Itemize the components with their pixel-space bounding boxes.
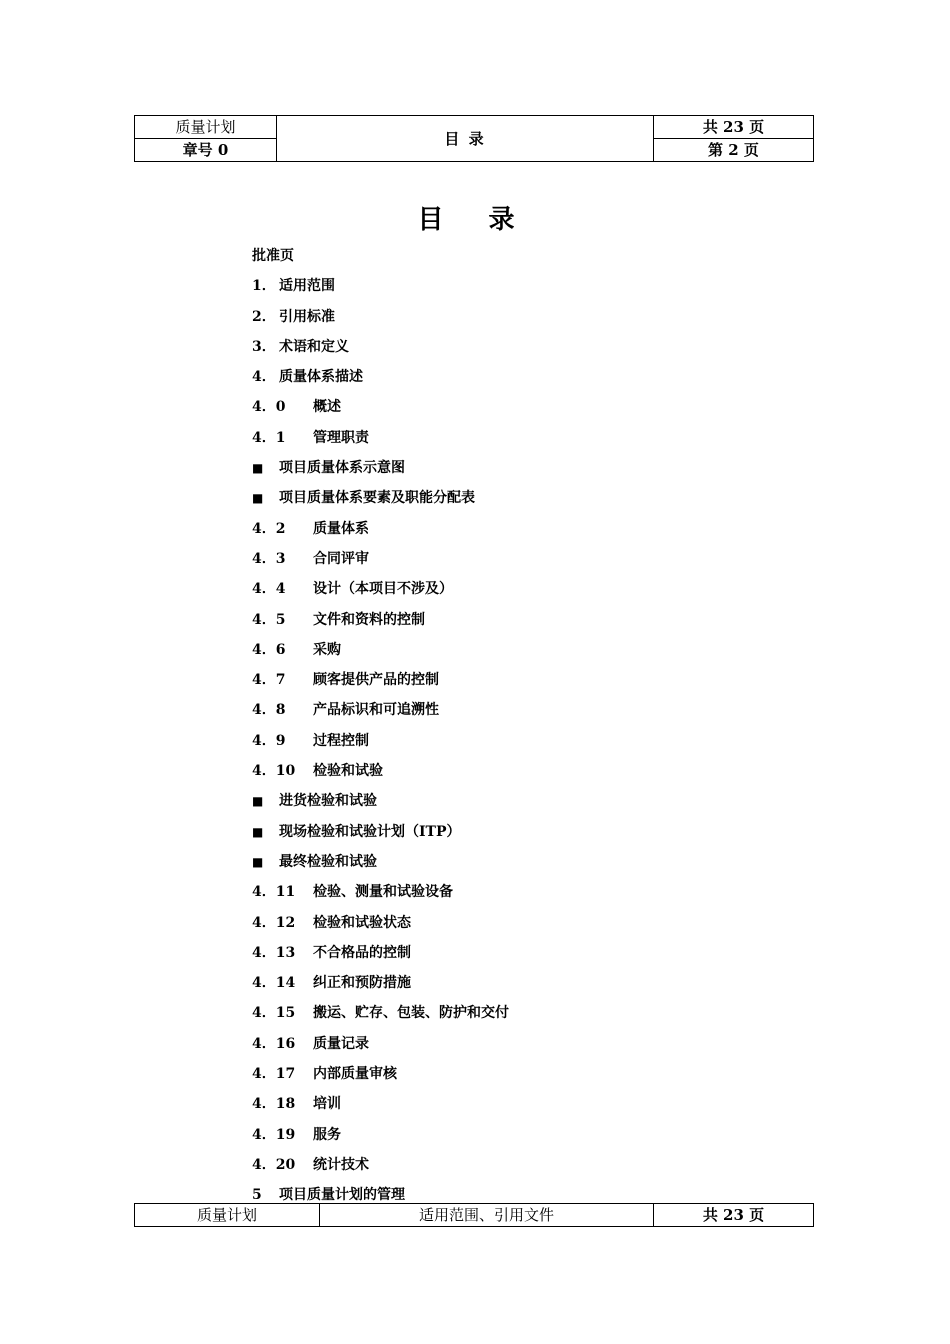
toc-item-text: 质量记录: [313, 1035, 369, 1052]
toc-item-number: 4．16: [252, 1035, 296, 1052]
toc-item: [252, 940, 509, 970]
table-of-contents: [252, 243, 509, 1213]
toc-item-number: 4．13: [252, 944, 296, 961]
toc-item-number: 4．17: [252, 1066, 296, 1083]
toc-item: [252, 273, 509, 303]
toc-item: [252, 1000, 509, 1030]
toc-item-text: 项目质量体系要素及职能分配表: [279, 490, 475, 507]
toc-item-text: 质量体系: [313, 520, 369, 537]
toc-item-text: 过程控制: [313, 732, 369, 749]
toc-item: [252, 1031, 509, 1061]
toc-item-number: 4．12: [252, 914, 296, 931]
toc-item: [252, 576, 509, 606]
footer-doc-name: 质量计划: [135, 1204, 320, 1227]
bullet-square-icon: ■: [252, 794, 264, 809]
toc-item-text: 统计技术: [313, 1156, 369, 1173]
toc-item-number: 4．18: [252, 1096, 296, 1113]
toc-item: [252, 516, 509, 546]
toc-item-text: 检验和试验: [313, 763, 383, 780]
toc-item: [252, 910, 509, 940]
toc-item-text: 现场检验和试验计划（ITP）: [279, 823, 461, 840]
toc-item-number: 4．7: [252, 672, 286, 689]
toc-item-number: 4．4: [252, 581, 286, 598]
toc-item-text: 最终检验和试验: [279, 853, 377, 870]
footer-section-title: 适用范围、引用文件: [320, 1204, 654, 1227]
header-chapter: 章号 0: [135, 139, 277, 162]
page-title: 目 录: [417, 205, 533, 235]
toc-item: [252, 334, 509, 364]
toc-item: [252, 304, 509, 334]
toc-item: [252, 849, 509, 879]
toc-item-number: 4．5: [252, 611, 286, 628]
toc-item-text: 合同评审: [313, 550, 369, 567]
toc-item: [252, 879, 509, 909]
toc-item: [252, 758, 509, 788]
toc-item-number: 4．1: [252, 429, 286, 446]
toc-item: [252, 455, 509, 485]
toc-item-text: 培训: [313, 1096, 341, 1113]
toc-item: [252, 637, 509, 667]
header-page-number: 第 2 页: [654, 139, 814, 162]
bullet-square-icon: ■: [252, 461, 264, 476]
header-table: [134, 115, 814, 162]
toc-item-text: 引用标准: [279, 308, 335, 325]
toc-item-text: 项目质量计划的管理: [279, 1187, 405, 1204]
toc-item: [252, 1091, 509, 1121]
toc-item: [252, 697, 509, 727]
toc-item-number: 4．8: [252, 702, 286, 719]
toc-item: [252, 970, 509, 1000]
toc-item: [252, 607, 509, 637]
toc-item: [252, 788, 509, 818]
header-total-pages: 共 23 页: [654, 116, 814, 139]
toc-approval-page: 批准页: [252, 248, 294, 264]
toc-item-text: 术语和定义: [279, 338, 349, 355]
toc-item: [252, 728, 509, 758]
toc-item-number: 4．6: [252, 641, 286, 658]
toc-item-text: 文件和资料的控制: [313, 611, 425, 628]
toc-item-text: 产品标识和可追溯性: [313, 702, 439, 719]
toc-item-number: 4．14: [252, 975, 296, 992]
toc-item-number: 2．: [252, 308, 276, 325]
toc-item-text: 质量体系描述: [279, 369, 363, 386]
toc-item-text: 概述: [313, 399, 341, 416]
toc-item-text: 服务: [313, 1126, 341, 1143]
toc-item-text: 搬运、贮存、包装、防护和交付: [313, 1005, 509, 1022]
toc-item-text: 检验、测量和试验设备: [313, 884, 453, 901]
toc-item-number: 4．20: [252, 1156, 296, 1173]
toc-item-number: 4．10: [252, 763, 296, 780]
toc-item-text: 管理职责: [313, 429, 369, 446]
toc-item: [252, 1152, 509, 1182]
toc-item-text: 采购: [313, 641, 341, 658]
toc-item-text: 内部质量审核: [313, 1066, 397, 1083]
bullet-square-icon: ■: [252, 824, 264, 839]
toc-item: [252, 485, 509, 515]
toc-item-number: 4．11: [252, 884, 296, 901]
toc-item: [252, 819, 509, 849]
toc-item: [252, 1122, 509, 1152]
toc-item: [252, 364, 509, 394]
toc-item: [252, 394, 509, 424]
toc-item-text: 不合格品的控制: [313, 944, 411, 961]
toc-item-text: 进货检验和试验: [279, 793, 377, 810]
toc-item-text: 适用范围: [279, 278, 335, 295]
toc-item-number: 4．: [252, 369, 276, 386]
toc-item: [252, 425, 509, 455]
toc-item-number: 4．0: [252, 399, 286, 416]
toc-item-number: 4．2: [252, 520, 286, 537]
toc-item-text: 设计（本项目不涉及）: [313, 581, 453, 598]
footer-table: [134, 1203, 814, 1227]
toc-item-number: 1．: [252, 278, 276, 295]
toc-item-number: 4．19: [252, 1126, 296, 1143]
toc-item-number: 4．15: [252, 1005, 296, 1022]
toc-item-text: 检验和试验状态: [313, 914, 411, 931]
header-section-title: 目 录: [277, 116, 654, 162]
footer-total-pages: 共 23 页: [654, 1204, 814, 1227]
bullet-square-icon: ■: [252, 854, 264, 869]
toc-item-number: 4．3: [252, 550, 286, 567]
bullet-square-icon: ■: [252, 491, 264, 506]
toc-item: [252, 1061, 509, 1091]
toc-item-text: 纠正和预防措施: [313, 975, 411, 992]
toc-item-text: 顾客提供产品的控制: [313, 672, 439, 689]
toc-item: [252, 546, 509, 576]
toc-item: [252, 667, 509, 697]
toc-item-number: 4．9: [252, 732, 286, 749]
header-doc-name: 质量计划: [135, 116, 277, 139]
toc-item-number: 3．: [252, 338, 276, 355]
toc-item-text: 项目质量体系示意图: [279, 460, 405, 477]
toc-item-number: 5: [252, 1187, 262, 1204]
